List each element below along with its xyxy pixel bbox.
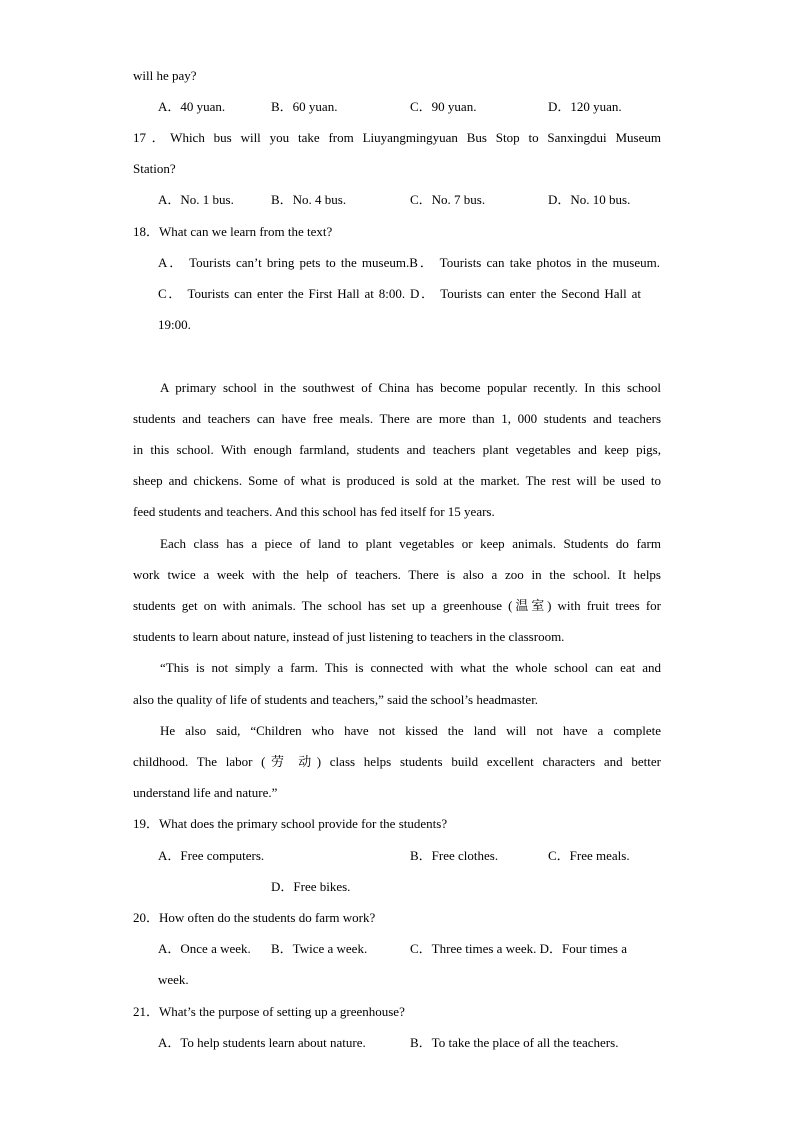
- q19-stem: 19．What does the primary school provide for the students?: [133, 816, 448, 831]
- passage-p3-line2: also the quality of life of students and teachers,” said the school’s headmaster.: [133, 692, 539, 707]
- passage-p1-line4: sheep and chickens. Some of what is produced is sold at the market. The rest will be used to: [133, 473, 661, 488]
- passage-p1-line3: in this school. With enough farmland, students and teachers plant vegetables and keep pigs,: [133, 442, 661, 457]
- q20-option-b: B．Twice a week.: [271, 941, 368, 956]
- q21-option-a: A．To help students learn about nature.: [158, 1035, 366, 1050]
- q17-stem-line1: 17．Which bus will you take from Liuyangmingyuan Bus Stop to Sanxingdui Museum: [133, 130, 661, 145]
- q17-option-a: A．No. 1 bus.: [158, 192, 234, 207]
- q20-stem: 20．How often do the students do farm work?: [133, 910, 376, 925]
- passage-p1-line1: A primary school in the southwest of China has become popular recently. In this school: [160, 380, 661, 395]
- q20-option-cd: C．Three times a week. D．Four times a: [410, 941, 627, 956]
- passage-p1-line2: students and teachers can have free meals. There are more than 1, 000 students and teachers: [133, 411, 661, 426]
- q16-option-c: C．90 yuan.: [410, 99, 477, 114]
- q19-option-c: C．Free meals.: [548, 848, 630, 863]
- q16-option-b: B．60 yuan.: [271, 99, 338, 114]
- q17-option-c: C．No. 7 bus.: [410, 192, 486, 207]
- q18-option-d-cont: 19:00.: [158, 317, 191, 332]
- passage-p3-line1: “This is not simply a farm. This is connected with what the whole school can eat and: [160, 660, 661, 675]
- q20-option-a: A．Once a week.: [158, 941, 251, 956]
- passage-p2-line3: students get on with animals. The school has set up a greenhouse (温室) with fruit trees for: [133, 598, 661, 613]
- passage-p4-line1: He also said, “Children who have not kissed the land will not have a complete: [160, 723, 661, 738]
- q21-stem: 21．What’s the purpose of setting up a greenhouse?: [133, 1004, 405, 1019]
- passage-p2-line4: students to learn about nature, instead of just listening to teachers in the classroom.: [133, 629, 565, 644]
- q21-option-b: B．To take the place of all the teachers.: [410, 1035, 619, 1050]
- q18-options-ab: A． Tourists can’t bring pets to the museum.B． Tourists can take photos in the museum.: [158, 255, 660, 270]
- passage-p2-line2: work twice a week with the help of teachers. There is also a zoo in the school. It helps: [133, 567, 661, 582]
- q18-stem: 18．What can we learn from the text?: [133, 224, 333, 239]
- q17-stem-line2: Station?: [133, 161, 176, 176]
- q19-option-d: D．Free bikes.: [271, 879, 351, 894]
- q19-option-a: A．Free computers.: [158, 848, 265, 863]
- passage-p1-line5: feed students and teachers. And this school has fed itself for 15 years.: [133, 504, 495, 519]
- q17-option-d: D．No. 10 bus.: [548, 192, 631, 207]
- q17-option-b: B．No. 4 bus.: [271, 192, 347, 207]
- q16-stem-tail: will he pay?: [133, 68, 197, 83]
- passage-p4-line2: childhood. The labor (劳 动) class helps students build excellent characters and better: [133, 754, 661, 769]
- q20-option-d-cont: week.: [158, 972, 189, 987]
- q19-option-b: B．Free clothes.: [410, 848, 499, 863]
- q18-options-cd: C． Tourists can enter the First Hall at 8:00. D． Tourists can enter the Second Hall at: [158, 286, 641, 301]
- q16-option-d: D．120 yuan.: [548, 99, 622, 114]
- q16-option-a: A．40 yuan.: [158, 99, 226, 114]
- passage-p2-line1: Each class has a piece of land to plant vegetables or keep animals. Students do farm: [160, 536, 661, 551]
- passage-p4-line3: understand life and nature.”: [133, 785, 278, 800]
